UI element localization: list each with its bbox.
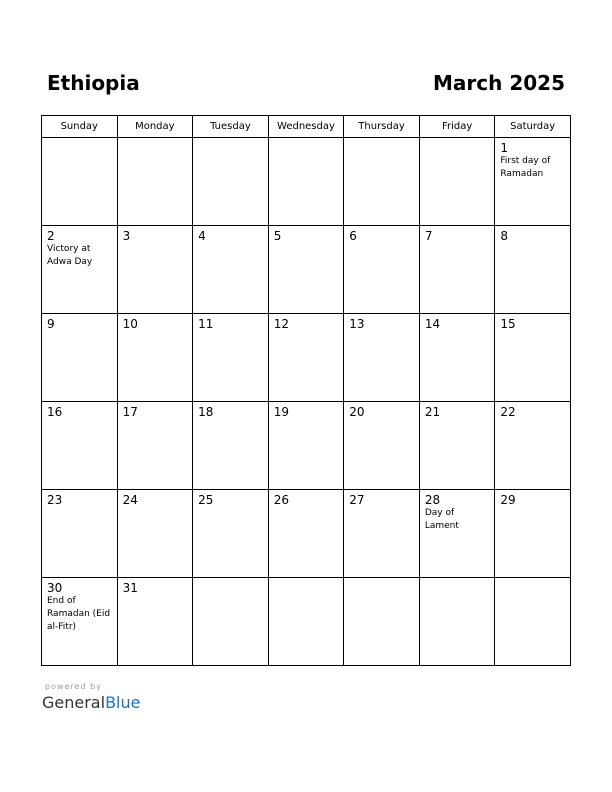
day-cell xyxy=(117,226,193,314)
day-cell xyxy=(268,138,344,226)
week-row xyxy=(42,490,571,578)
powered-by-label: powered by xyxy=(45,682,102,691)
day-number: 2 xyxy=(47,229,55,243)
day-cell xyxy=(193,402,269,490)
day-cell xyxy=(419,578,495,666)
day-cell xyxy=(344,226,420,314)
day-number: 7 xyxy=(424,229,433,243)
day-cell xyxy=(495,226,571,314)
day-number: 18 xyxy=(198,405,214,419)
day-number: 30 xyxy=(47,581,63,595)
day-cell xyxy=(344,138,420,226)
day-cell xyxy=(268,314,344,402)
day-cell xyxy=(117,314,193,402)
day-cell xyxy=(42,578,118,666)
day-number: 8 xyxy=(500,229,509,243)
weekday-header: Wednesday xyxy=(268,116,344,138)
day-cell xyxy=(42,138,118,226)
holiday-label: End of Ramadan (Eid al-Fitr) xyxy=(47,596,111,632)
day-cell xyxy=(193,490,269,578)
day-cell xyxy=(344,402,420,490)
day-cell xyxy=(193,314,269,402)
holiday-label: Day of Lament xyxy=(424,508,459,531)
day-cell xyxy=(117,402,193,490)
day-number: 29 xyxy=(500,493,516,507)
day-cell xyxy=(419,226,495,314)
day-cell xyxy=(117,490,193,578)
day-cell xyxy=(344,314,420,402)
day-cell xyxy=(495,138,571,226)
day-cell xyxy=(42,314,118,402)
day-number: 31 xyxy=(122,581,138,595)
brand-logo[interactable] xyxy=(42,693,140,712)
day-number: 3 xyxy=(122,229,131,243)
weekday-header: Sunday xyxy=(42,116,118,138)
day-cell xyxy=(268,226,344,314)
day-cell xyxy=(495,578,571,666)
day-number: 16 xyxy=(47,405,63,419)
day-number: 14 xyxy=(424,317,441,331)
day-number: 1 xyxy=(500,141,509,155)
brand-blue-text: Blue xyxy=(105,693,141,712)
weekday-header-row xyxy=(42,116,571,138)
day-cell xyxy=(117,578,193,666)
week-row xyxy=(42,578,571,666)
day-number: 17 xyxy=(122,405,138,419)
day-number: 15 xyxy=(500,317,516,331)
day-number: 9 xyxy=(47,317,55,331)
day-cell xyxy=(419,138,495,226)
week-row xyxy=(42,138,571,226)
month-year-title: March 2025 xyxy=(433,71,565,95)
day-cell xyxy=(42,402,118,490)
day-cell xyxy=(42,226,118,314)
brand-general-text: General xyxy=(42,693,106,712)
holiday-label: First day of Ramadan xyxy=(500,156,551,179)
day-number: 19 xyxy=(273,405,289,419)
day-cell xyxy=(193,138,269,226)
weekday-header: Thursday xyxy=(344,116,420,138)
day-cell xyxy=(495,402,571,490)
day-number: 20 xyxy=(349,405,365,419)
country-title: Ethiopia xyxy=(47,71,140,95)
day-cell xyxy=(344,490,420,578)
day-number: 27 xyxy=(349,493,365,507)
day-number: 12 xyxy=(273,317,289,331)
day-number: 23 xyxy=(47,493,63,507)
day-cell xyxy=(42,490,118,578)
day-cell xyxy=(193,578,269,666)
day-number: 10 xyxy=(122,317,138,331)
day-number: 13 xyxy=(349,317,365,331)
calendar-grid xyxy=(41,115,571,666)
day-cell xyxy=(193,226,269,314)
week-row xyxy=(42,226,571,314)
day-number: 11 xyxy=(198,317,214,331)
weekday-header: Tuesday xyxy=(193,116,269,138)
day-cell xyxy=(268,402,344,490)
day-cell xyxy=(495,314,571,402)
weekday-header: Monday xyxy=(117,116,193,138)
week-row xyxy=(42,314,571,402)
day-cell xyxy=(268,578,344,666)
day-number: 22 xyxy=(500,405,516,419)
weekday-header: Saturday xyxy=(495,116,571,138)
day-cell xyxy=(117,138,193,226)
week-row xyxy=(42,402,571,490)
day-number: 5 xyxy=(273,229,282,243)
day-cell xyxy=(419,402,495,490)
day-cell xyxy=(419,314,495,402)
day-number: 26 xyxy=(273,493,289,507)
day-number: 6 xyxy=(349,229,357,243)
day-cell xyxy=(268,490,344,578)
day-cell xyxy=(495,490,571,578)
day-number: 28 xyxy=(424,493,441,507)
day-number: 21 xyxy=(424,405,441,419)
day-cell xyxy=(419,490,495,578)
day-number: 25 xyxy=(198,493,214,507)
day-number: 24 xyxy=(122,493,138,507)
weekday-header: Friday xyxy=(419,116,495,138)
day-cell xyxy=(344,578,420,666)
holiday-label: Victory at Adwa Day xyxy=(47,244,93,267)
day-number: 4 xyxy=(198,229,206,243)
